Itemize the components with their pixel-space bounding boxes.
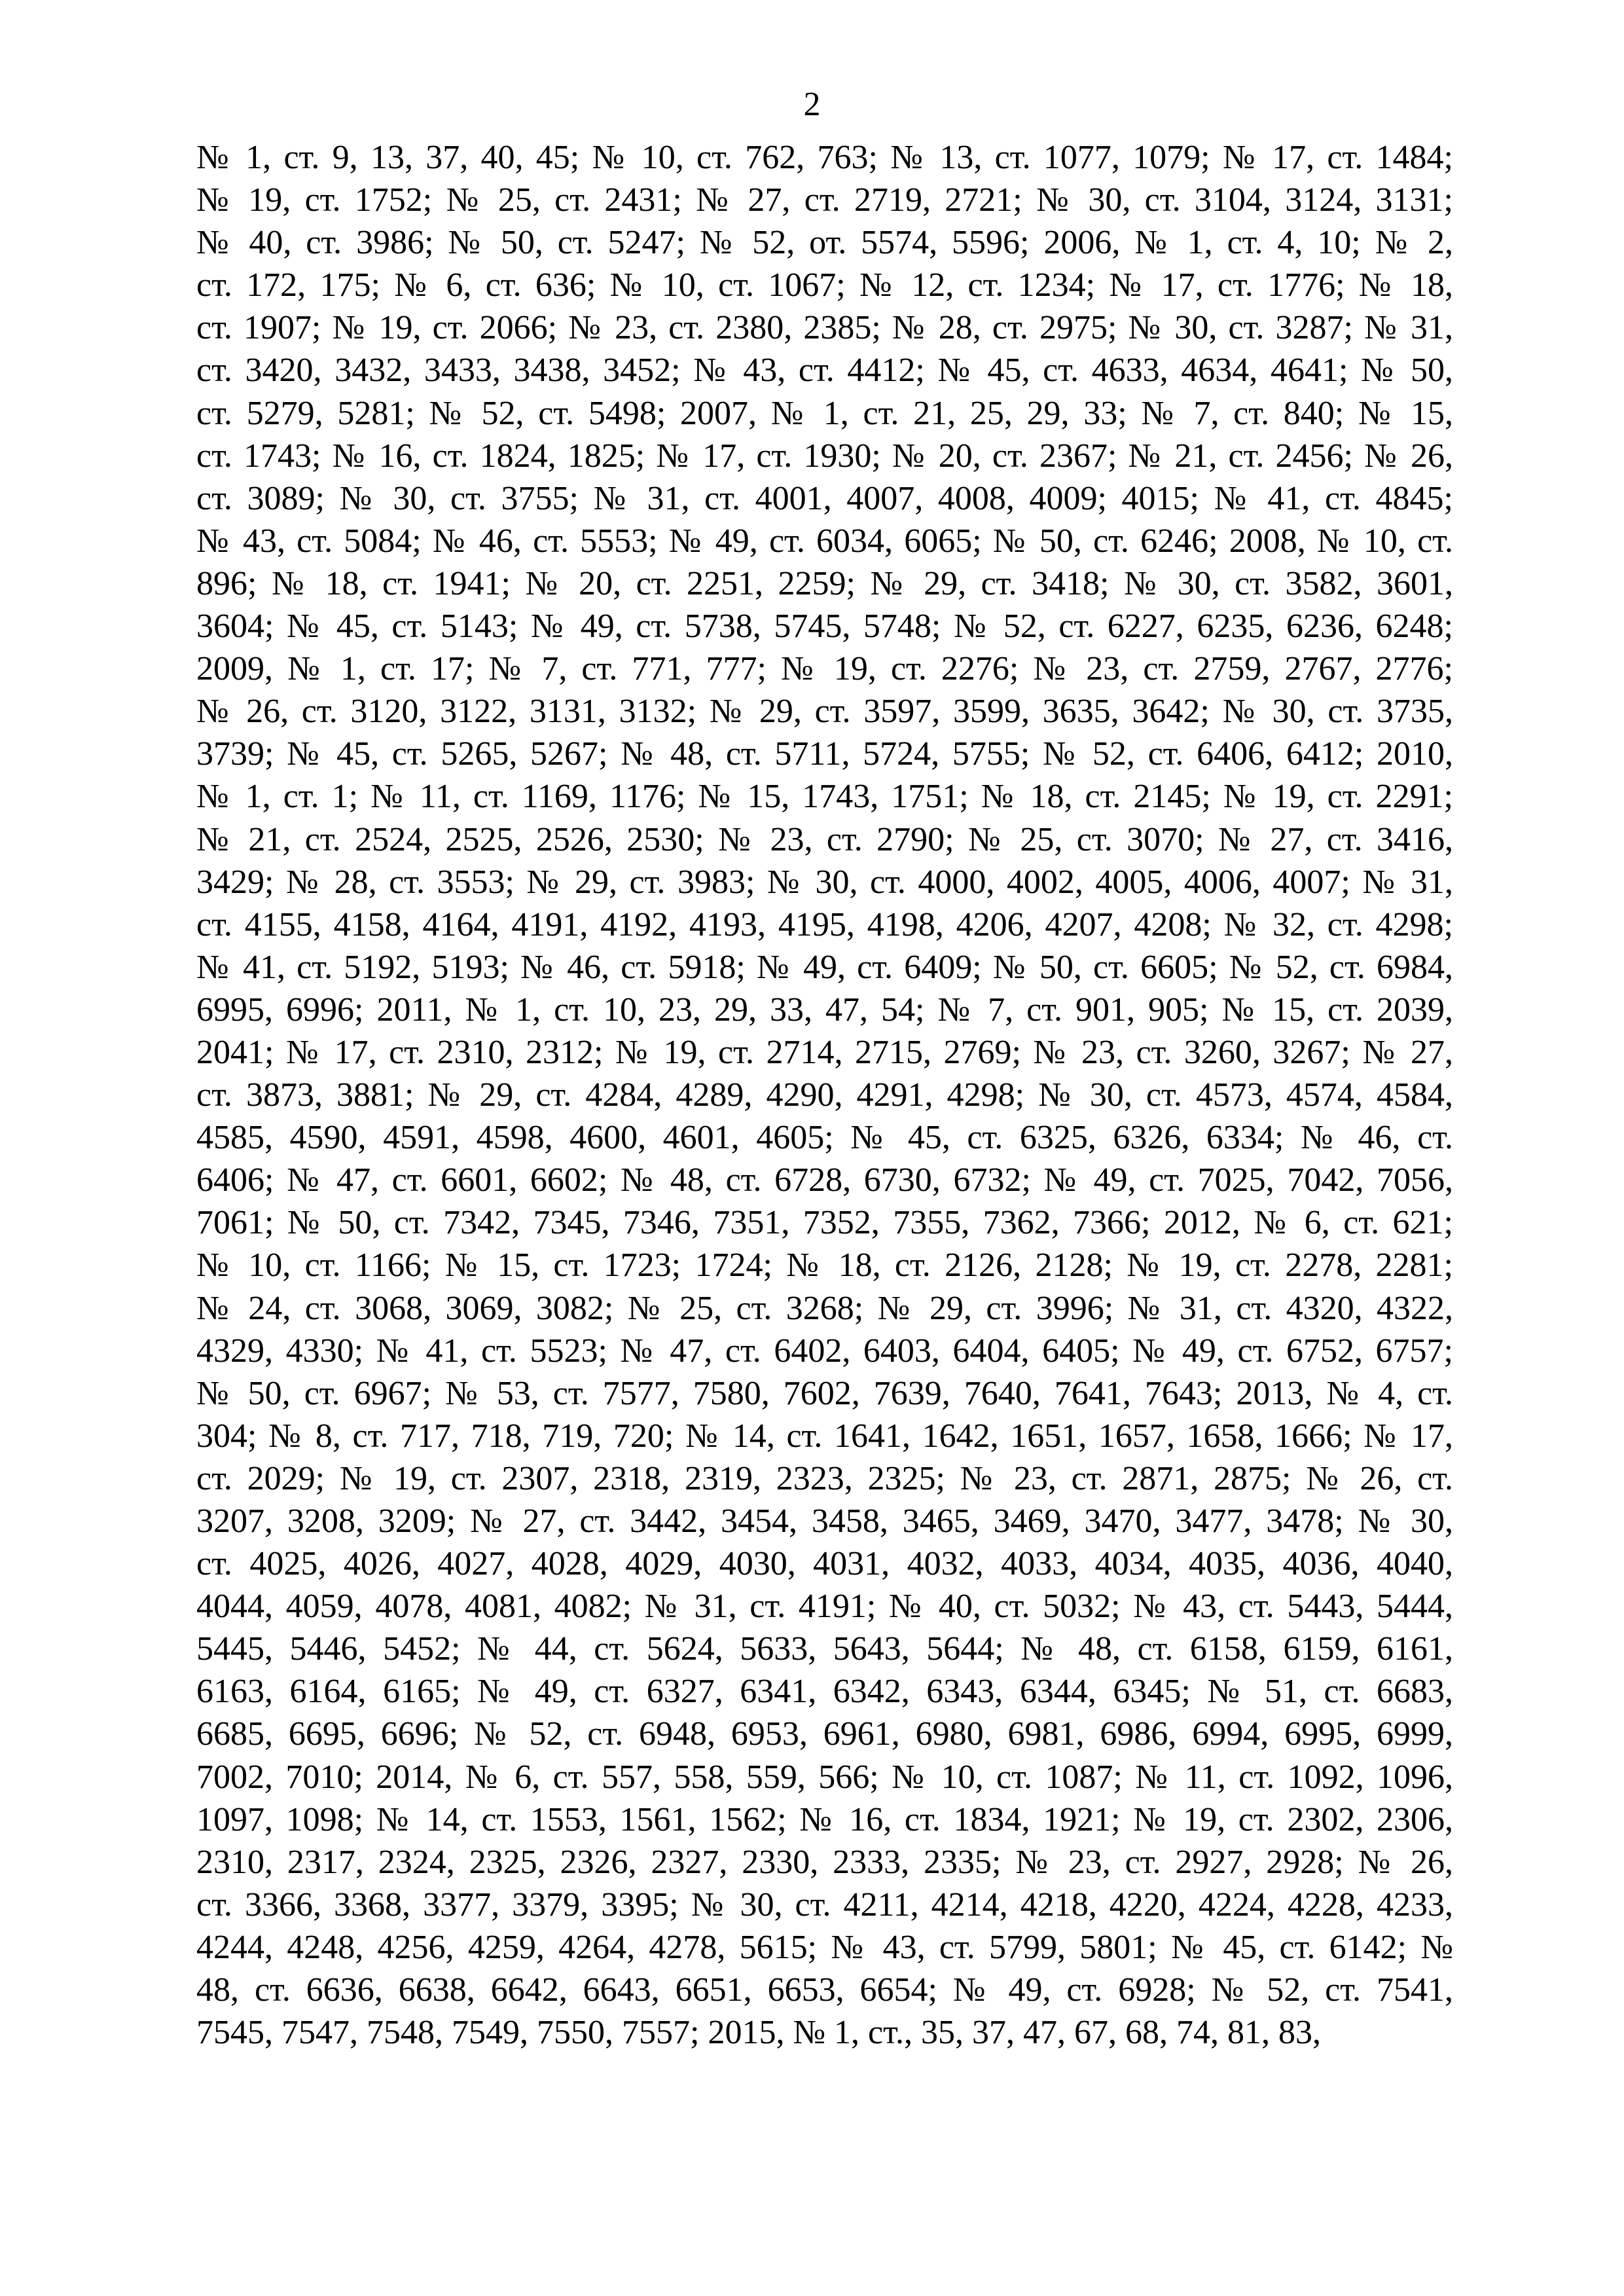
body-text <box>196 136 1453 2054</box>
text-line: 7545, 7547, 7548, 7549, 7550, 7557; 2015, № 1, ст., 35, 37, 47, 67, 68, 74, 81, 83, <box>196 2014 1321 2052</box>
text-line: ст. 4155, 4158, 4164, 4191, 4192, 4193, 4195, 4198, 4206, 4207, 4208; № 32, ст. 4298; <box>196 905 1453 943</box>
text-line: № 24, ст. 3068, 3069, 3082; № 25, ст. 3268; № 29, ст. 3996; № 31, ст. 4320, 4322, <box>196 1289 1453 1327</box>
text-line: 6685, 6695, 6696; № 52, ст. 6948, 6953, 6961, 6980, 6981, 6986, 6994, 6995, 6999, <box>196 1715 1453 1753</box>
text-line: 4044, 4059, 4078, 4081, 4082; № 31, ст. 4191; № 40, ст. 5032; № 43, ст. 5443, 5444, <box>196 1588 1453 1626</box>
text-line: 7002, 7010; 2014, № 6, ст. 557, 558, 559, 566; № 10, ст. 1087; № 11, ст. 1092, 1096, <box>196 1758 1453 1796</box>
text-line: ст. 5279, 5281; № 52, ст. 5498; 2007, № 1, ст. 21, 25, 29, 33; № 7, ст. 840; № 15, <box>196 394 1453 432</box>
text-line: ст. 4025, 4026, 4027, 4028, 4029, 4030, 4031, 4032, 4033, 4034, 4035, 4036, 4040, <box>196 1545 1453 1583</box>
text-line: ст. 3089; № 30, ст. 3755; № 31, ст. 4001, 4007, 4008, 4009; 4015; № 41, ст. 4845; <box>196 479 1453 517</box>
text-line: 6406; № 47, ст. 6601, 6602; № 48, ст. 6728, 6730, 6732; № 49, ст. 7025, 7042, 7056, <box>196 1161 1453 1199</box>
text-line: № 26, ст. 3120, 3122, 3131, 3132; № 29, ст. 3597, 3599, 3635, 3642; № 30, ст. 3735, <box>196 693 1453 731</box>
text-line: ст. 2029; № 19, ст. 2307, 2318, 2319, 2323, 2325; № 23, ст. 2871, 2875; № 26, ст. <box>196 1459 1453 1497</box>
text-line: № 21, ст. 2524, 2525, 2526, 2530; № 23, ст. 2790; № 25, ст. 3070; № 27, ст. 3416, <box>196 820 1453 858</box>
text-line: 4329, 4330; № 41, ст. 5523; № 47, ст. 6402, 6403, 6404, 6405; № 49, ст. 6752, 6757; <box>196 1332 1453 1370</box>
text-line: № 40, ст. 3986; № 50, ст. 5247; № 52, от. 5574, 5596; 2006, № 1, ст. 4, 10; № 2, <box>196 224 1453 262</box>
text-line: № 41, ст. 5192, 5193; № 46, ст. 5918; № 49, ст. 6409; № 50, ст. 6605; № 52, ст. 6984, <box>196 948 1453 986</box>
text-line: 48, ст. 6636, 6638, 6642, 6643, 6651, 6653, 6654; № 49, ст. 6928; № 52, ст. 7541, <box>196 1971 1453 2009</box>
text-line: 1097, 1098; № 14, ст. 1553, 1561, 1562; № 16, ст. 1834, 1921; № 19, ст. 2302, 2306, <box>196 1800 1453 1838</box>
text-line: № 43, ст. 5084; № 46, ст. 5553; № 49, ст. 6034, 6065; № 50, ст. 6246; 2008, № 10, ст. <box>196 522 1453 560</box>
text-line: № 50, ст. 6967; № 53, ст. 7577, 7580, 7602, 7639, 7640, 7641, 7643; 2013, № 4, ст. <box>196 1374 1453 1412</box>
text-line: 4244, 4248, 4256, 4259, 4264, 4278, 5615; № 43, ст. 5799, 5801; № 45, ст. 6142; № <box>196 1928 1453 1966</box>
text-line: ст. 172, 175; № 6, ст. 636; № 10, ст. 1067; № 12, ст. 1234; № 17, ст. 1776; № 18, <box>196 266 1453 304</box>
text-line: № 19, ст. 1752; № 25, ст. 2431; № 27, ст. 2719, 2721; № 30, ст. 3104, 3124, 3131; <box>196 181 1453 219</box>
text-line: 3207, 3208, 3209; № 27, ст. 3442, 3454, 3458, 3465, 3469, 3470, 3477, 3478; № 30, <box>196 1503 1453 1540</box>
text-line: 896; № 18, ст. 1941; № 20, ст. 2251, 2259; № 29, ст. 3418; № 30, ст. 3582, 3601, <box>196 564 1453 602</box>
text-line: ст. 3420, 3432, 3433, 3438, 3452; № 43, ст. 4412; № 45, ст. 4633, 4634, 4641; № 50, <box>196 352 1453 390</box>
text-line: 3739; № 45, ст. 5265, 5267; № 48, ст. 5711, 5724, 5755; № 52, ст. 6406, 6412; 2010, <box>196 735 1453 773</box>
text-line: № 1, ст. 9, 13, 37, 40, 45; № 10, ст. 762, 763; № 13, ст. 1077, 1079; № 17, ст. 1484; <box>196 139 1453 176</box>
text-line: 7061; № 50, ст. 7342, 7345, 7346, 7351, 7352, 7355, 7362, 7366; 2012, № 6, ст. 621; <box>196 1204 1453 1242</box>
text-line: 5445, 5446, 5452; № 44, ст. 5624, 5633, 5643, 5644; № 48, ст. 6158, 6159, 6161, <box>196 1630 1453 1668</box>
text-line: 6163, 6164, 6165; № 49, ст. 6327, 6341, 6342, 6343, 6344, 6345; № 51, ст. 6683, <box>196 1673 1453 1711</box>
text-line: 2009, № 1, ст. 17; № 7, ст. 771, 777; № 19, ст. 2276; № 23, ст. 2759, 2767, 2776; <box>196 650 1453 688</box>
text-line: 6995, 6996; 2011, № 1, ст. 10, 23, 29, 33, 47, 54; № 7, ст. 901, 905; № 15, ст. 2039, <box>196 991 1453 1029</box>
text-line: ст. 1907; № 19, ст. 2066; № 23, ст. 2380, 2385; № 28, ст. 2975; № 30, ст. 3287; № 31, <box>196 309 1453 347</box>
text-line: ст. 3873, 3881; № 29, ст. 4284, 4289, 4290, 4291, 4298; № 30, ст. 4573, 4574, 4584, <box>196 1076 1453 1114</box>
text-line: 3429; № 28, ст. 3553; № 29, ст. 3983; № 30, ст. 4000, 4002, 4005, 4006, 4007; № 31, <box>196 863 1453 901</box>
text-line: ст. 1743; № 16, ст. 1824, 1825; № 17, ст. 1930; № 20, ст. 2367; № 21, ст. 2456; № 26, <box>196 437 1453 475</box>
text-line: 3604; № 45, ст. 5143; № 49, ст. 5738, 5745, 5748; № 52, ст. 6227, 6235, 6236, 6248; <box>196 608 1453 646</box>
text-line: 304; № 8, ст. 717, 718, 719, 720; № 14, ст. 1641, 1642, 1651, 1657, 1658, 1666; № 17, <box>196 1417 1453 1455</box>
text-line: № 1, ст. 1; № 11, ст. 1169, 1176; № 15, 1743, 1751; № 18, ст. 2145; № 19, ст. 2291; <box>196 778 1453 816</box>
text-line: 2041; № 17, ст. 2310, 2312; № 19, ст. 2714, 2715, 2769; № 23, ст. 3260, 3267; № 27, <box>196 1033 1453 1071</box>
text-line: № 10, ст. 1166; № 15, ст. 1723; 1724; № 18, ст. 2126, 2128; № 19, ст. 2278, 2281; <box>196 1247 1453 1285</box>
text-line: 2310, 2317, 2324, 2325, 2326, 2327, 2330, 2333, 2335; № 23, ст. 2927, 2928; № 26, <box>196 1843 1453 1881</box>
page-number: 2 <box>803 86 821 123</box>
text-line: 4585, 4590, 4591, 4598, 4600, 4601, 4605; № 45, ст. 6325, 6326, 6334; № 46, ст. <box>196 1119 1453 1157</box>
text-line: ст. 3366, 3368, 3377, 3379, 3395; № 30, ст. 4211, 4214, 4218, 4220, 4224, 4228, 4233, <box>196 1886 1453 1923</box>
